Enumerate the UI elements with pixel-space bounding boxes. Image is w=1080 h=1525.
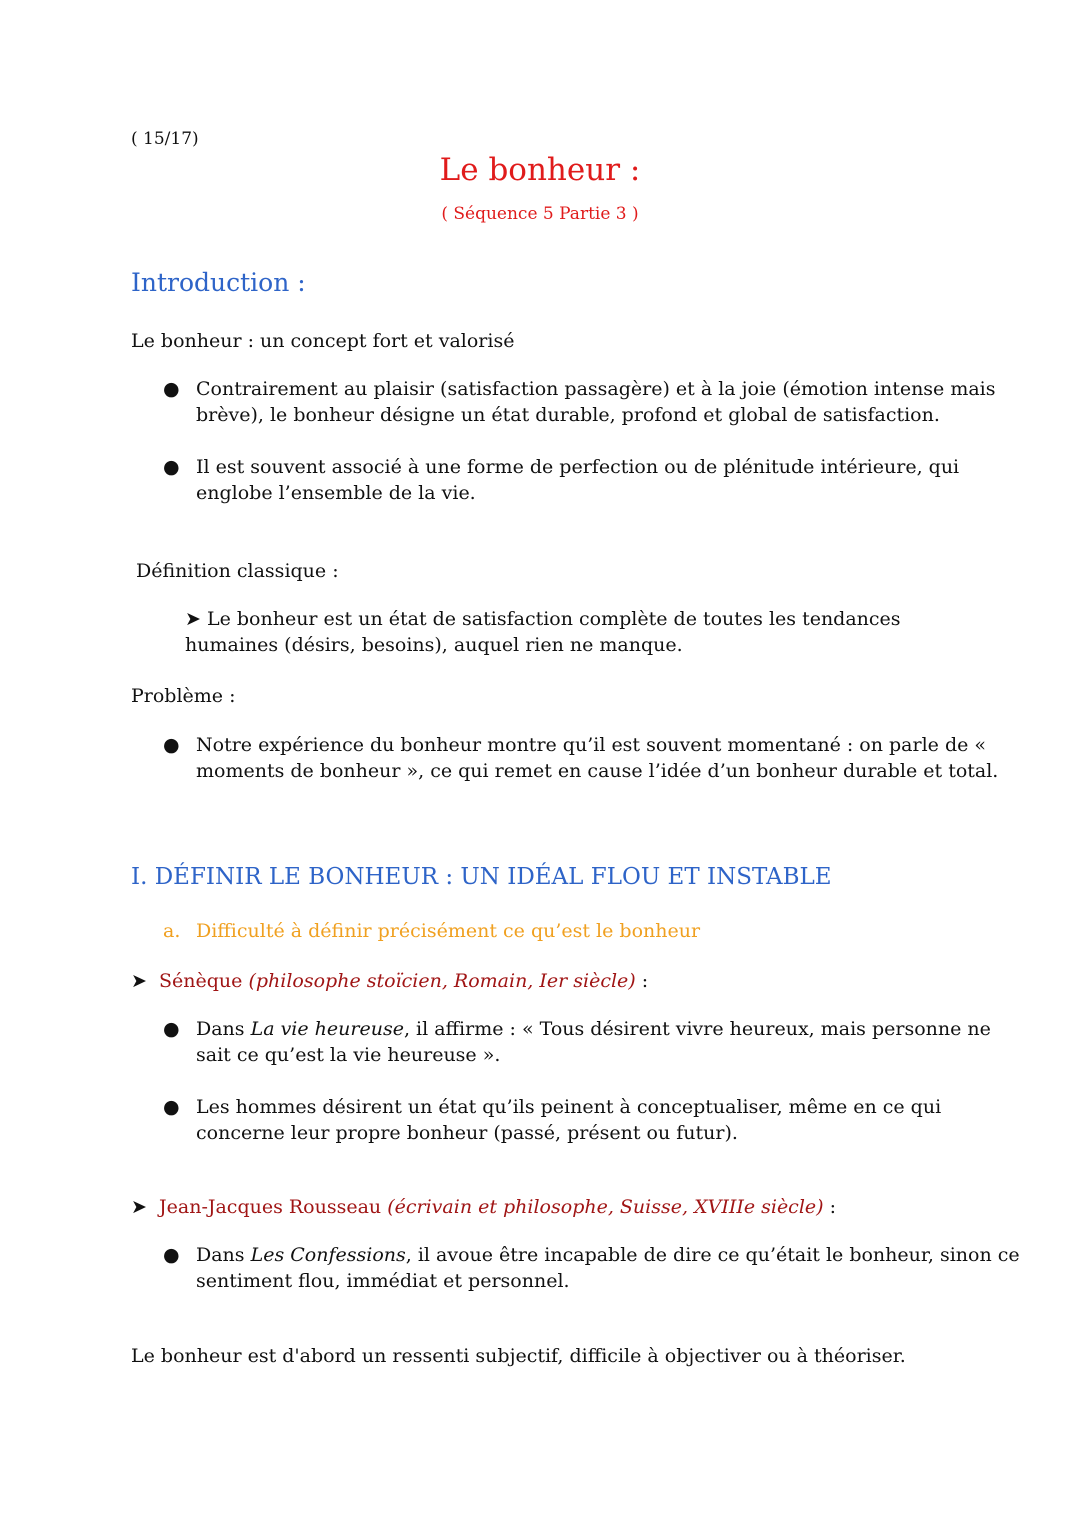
text: , il affirme : « Tous désirent vivre heureux, mais personne ne xyxy=(403,1018,991,1040)
definition-label: Définition classique : xyxy=(136,560,339,582)
text: Dans xyxy=(196,1018,251,1040)
definition-block xyxy=(185,606,901,658)
work-title: La vie heureuse xyxy=(250,1018,404,1040)
arrow-icon: ➤ xyxy=(185,608,201,630)
bullet-icon: ● xyxy=(163,1018,180,1040)
line: humaines (désirs, besoins), auquel rien ne manque. xyxy=(185,634,683,656)
line: Il est souvent associé à une forme de perfection ou de plénitude intérieure, qui xyxy=(196,456,960,478)
text: , il avoue être incapable de dire ce qu’était le bonheur, sinon ce xyxy=(405,1244,1020,1266)
author-name: Sénèque xyxy=(159,970,243,992)
text: Les hommes désirent un état qu’ils peinent à conceptualiser, même en ce qui xyxy=(196,1096,942,1118)
subsection-heading xyxy=(163,920,700,942)
text: Dans xyxy=(196,1244,251,1266)
line: Notre expérience du bonheur montre qu’il est souvent momentané : on parle de « xyxy=(196,734,987,756)
bullet-icon: ● xyxy=(163,1096,180,1118)
author-suffix: : xyxy=(635,970,649,992)
section-heading: I. DÉFINIR LE BONHEUR : UN IDÉAL FLOU ET INSTABLE xyxy=(131,864,832,890)
document-subtitle: ( Séquence 5 Partie 3 ) xyxy=(441,204,639,224)
author-line-rousseau xyxy=(131,1194,836,1220)
subsection-text: Difficulté à définir précisément ce qu’est le bonheur xyxy=(196,920,701,942)
list-item-text xyxy=(196,1242,1020,1294)
line: brève), le bonheur désigne un état durable, profond et global de satisfaction. xyxy=(196,404,940,426)
line: englobe l’ensemble de la vie. xyxy=(196,482,476,504)
arrow-icon: ➤ xyxy=(131,1196,147,1218)
introduction-heading: Introduction : xyxy=(131,268,306,297)
author-descriptor: (écrivain et philosophe, Suisse, XVIIIe siècle) xyxy=(387,1196,824,1218)
problem-label: Problème : xyxy=(131,685,236,707)
list-item-text xyxy=(196,1016,991,1068)
bullet-icon: ● xyxy=(163,456,180,478)
author-descriptor: (philosophe stoïcien, Romain, Ier siècle) xyxy=(248,970,636,992)
line: sentiment flou, immédiat et personnel. xyxy=(196,1270,570,1292)
bullet-icon: ● xyxy=(163,1244,180,1266)
title-text: Le bonheur : xyxy=(439,152,641,188)
list-item-text xyxy=(196,376,996,428)
bullet-icon: ● xyxy=(163,378,180,400)
line: moments de bonheur », ce qui remet en cause l’idée d’un bonheur durable et total. xyxy=(196,760,999,782)
list-item-text xyxy=(196,454,959,506)
author-suffix: : xyxy=(823,1196,837,1218)
document-title xyxy=(0,152,1080,188)
work-title: Les Confessions xyxy=(250,1244,406,1266)
list-item-text xyxy=(196,732,998,784)
line: concerne leur propre bonheur (passé, présent ou futur). xyxy=(196,1122,738,1144)
arrow-icon: ➤ xyxy=(131,970,147,992)
line: Contrairement au plaisir (satisfaction passagère) et à la joie (émotion intense mais xyxy=(196,378,996,400)
conclusion-text: Le bonheur est d'abord un ressenti subjectif, difficile à objectiver ou à théoriser. xyxy=(131,1345,906,1367)
introduction-lead: Le bonheur : un concept fort et valorisé xyxy=(131,330,515,352)
bullet-icon: ● xyxy=(163,734,180,756)
line: Le bonheur est un état de satisfaction complète de toutes les tendances xyxy=(206,608,901,630)
author-line-seneque xyxy=(131,968,648,994)
list-item-text xyxy=(196,1094,941,1146)
line: sait ce qu’est la vie heureuse ». xyxy=(196,1044,501,1066)
author-name: Jean-Jacques Rousseau xyxy=(159,1196,382,1218)
page-number: ( 15/17) xyxy=(131,129,199,149)
subsection-label: a. xyxy=(163,920,181,942)
